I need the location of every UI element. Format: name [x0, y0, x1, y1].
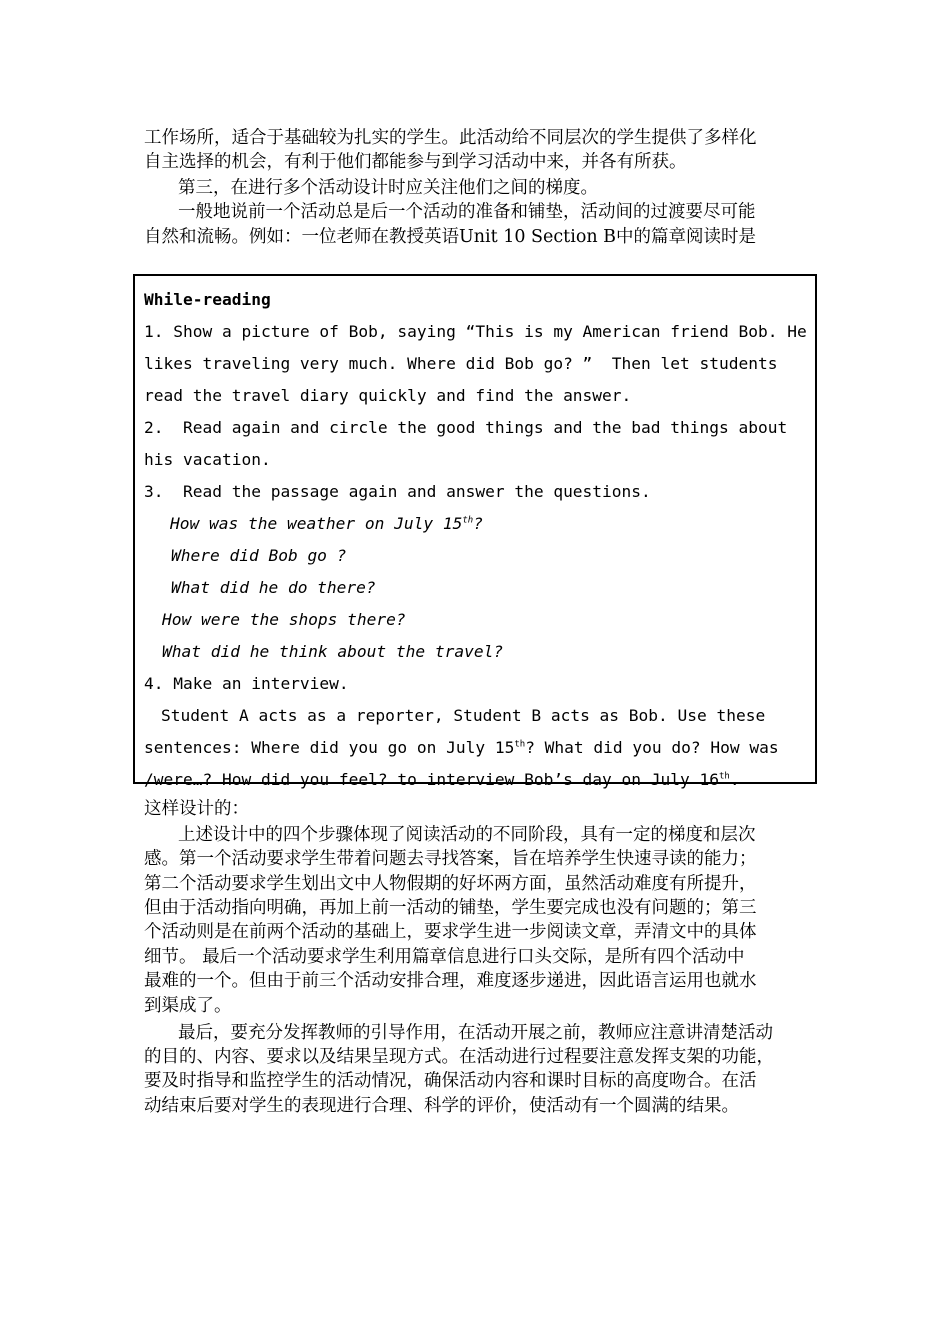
item2-line-1: 2. Read again and circle the good things and the bad things about [144, 418, 788, 437]
after-line-2: 上述设计中的四个步骤体现了阅读活动的不同阶段，具有一定的梯度和层次 [178, 825, 756, 845]
after-line-1: 这样设计的： [144, 799, 249, 819]
item4-line-4: /were…? How did you feel? to interview Bob’s day on July 16th. [144, 770, 740, 789]
after-line-13: 动结束后要对学生的表现进行合理、科学的评价，使活动有一个圆满的结果。 [144, 1096, 739, 1116]
item1-line-2: likes traveling very much. Where did Bob go? ” Then let students [144, 354, 778, 373]
item3-line-1: 3. Read the passage again and answer the questions. [144, 482, 651, 501]
intro-line-5: 自然和流畅。例如：一位老师在教授英语Unit 10 Section B中的篇章阅读时是 [144, 227, 757, 247]
after-line-9: 到渠成了。 [144, 996, 232, 1016]
after-line-5: 但由于活动指向明确，再加上前一活动的铺垫，学生要完成也没有问题的；第三 [144, 898, 757, 918]
intro-line-2: 自主选择的机会，有利于他们都能参与到学习活动中来，并各有所获。 [144, 152, 687, 172]
after-line-8: 最难的一个。但由于前三个活动安排合理，难度逐步递进，因此语言运用也就水 [144, 971, 757, 991]
intro-line-1: 工作场所，适合于基础较为扎实的学生。此活动给不同层次的学生提供了多样化 [144, 128, 757, 148]
after-line-6: 个活动则是在前两个活动的基础上，要求学生进一步阅读文章，弄清文中的具体 [144, 922, 757, 942]
after-line-11: 的目的、内容、要求以及结果呈现方式。在活动进行过程要注意发挥支架的功能， [144, 1047, 774, 1067]
item4-line-2: Student A acts as a reporter, Student B acts as Bob. Use these [161, 706, 766, 725]
after-line-3: 感。第一个活动要求学生带着问题去寻找答案，旨在培养学生快速寻读的能力； [144, 849, 757, 869]
question-3: What did he do there? [171, 578, 376, 597]
item1-line-1: 1. Show a picture of Bob, saying “This is my American friend Bob. He [144, 322, 807, 341]
item4-line-1: 4. Make an interview. [144, 674, 349, 693]
after-line-12: 要及时指导和监控学生的活动情况，确保活动内容和课时目标的高度吻合。在活 [144, 1071, 757, 1091]
question-5: What did he think about the travel? [162, 642, 504, 661]
item4-line-3: sentences: Where did you go on July 15th? What did you do? How was [144, 738, 779, 757]
box-heading: While-reading [144, 290, 271, 309]
after-line-4: 第二个活动要求学生划出文中人物假期的好坏两方面，虽然活动难度有所提升， [144, 874, 757, 894]
item1-line-3: read the travel diary quickly and find the answer. [144, 386, 632, 405]
after-line-10: 最后，要充分发挥教师的引导作用，在活动开展之前，教师应注意讲清楚活动 [178, 1023, 773, 1043]
after-line-7: 细节。 最后一个活动要求学生利用篇章信息进行口头交际，是所有四个活动中 [144, 947, 745, 967]
question-2: Where did Bob go ? [171, 546, 347, 565]
question-1: How was the weather on July 15th? [170, 514, 483, 533]
while-reading-box [133, 274, 817, 789]
intro-line-4: 一般地说前一个活动总是后一个活动的准备和铺垫，活动间的过渡要尽可能 [178, 202, 756, 222]
item2-line-2: his vacation. [144, 450, 271, 469]
intro-line-3: 第三，在进行多个活动设计时应关注他们之间的梯度。 [178, 178, 598, 198]
question-4: How were the shops there? [162, 610, 406, 629]
